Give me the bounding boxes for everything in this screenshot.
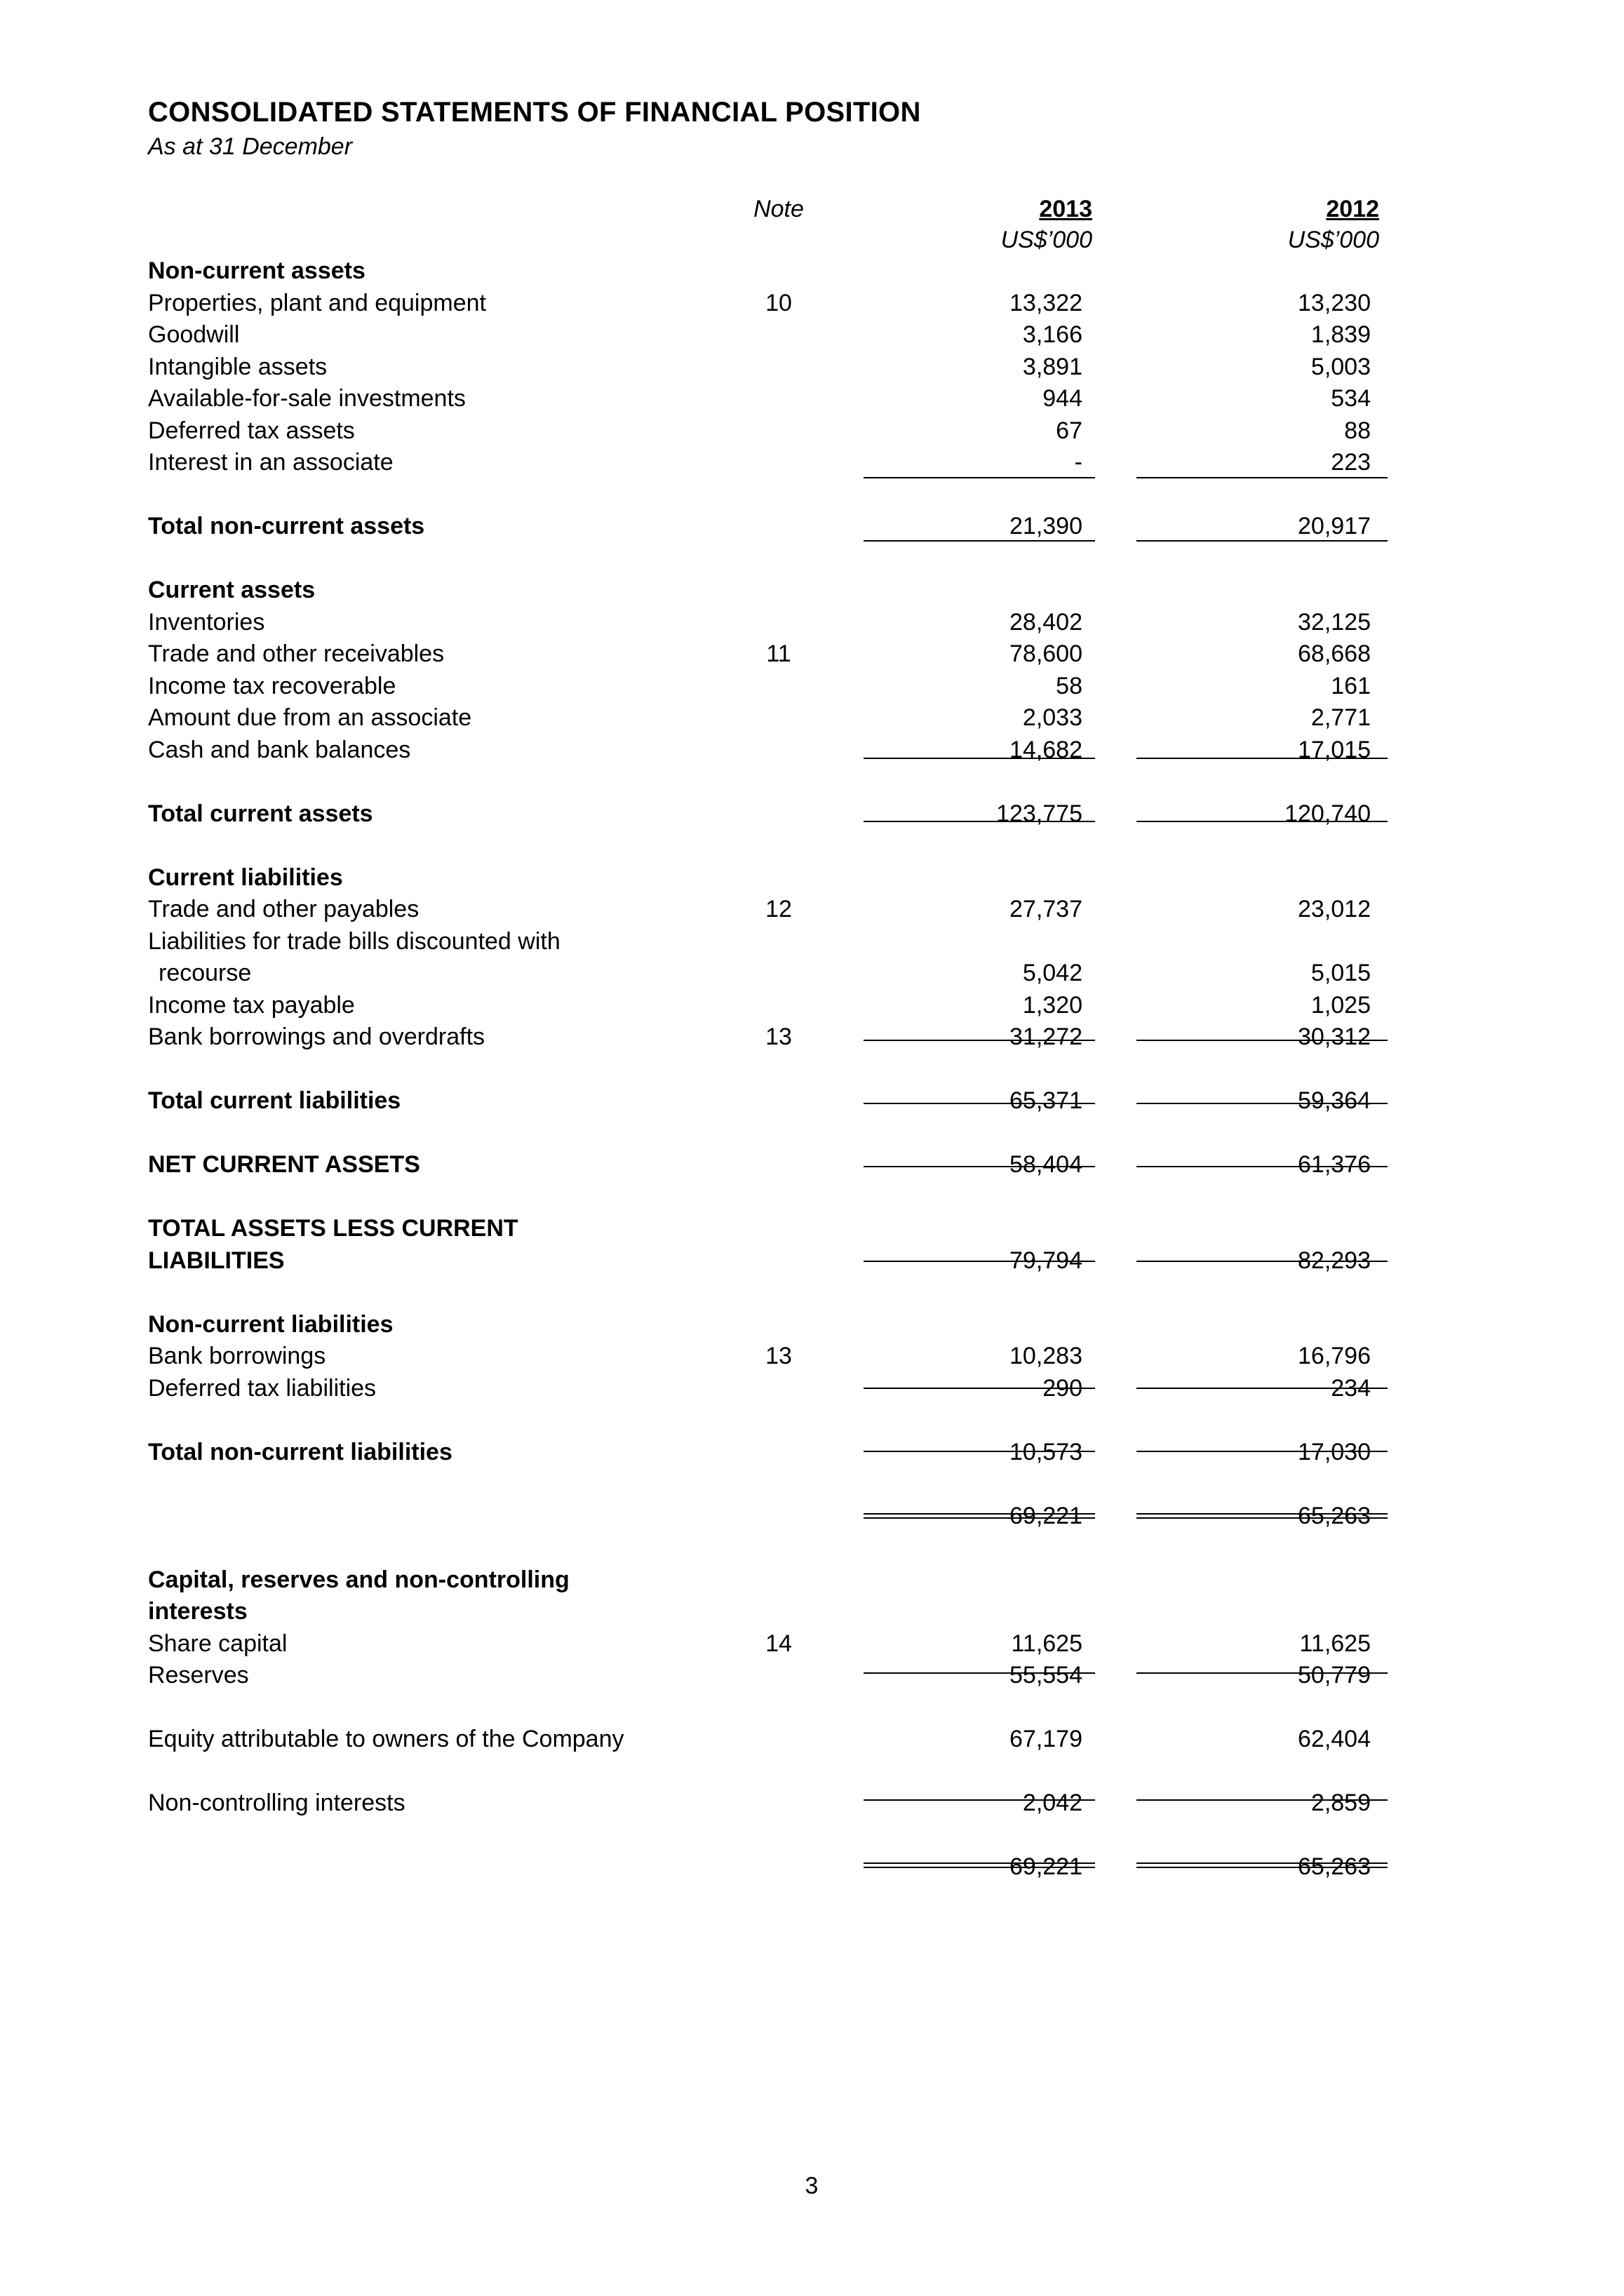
- statement-row: [0, 1628, 1624, 1660]
- statement-row: [0, 288, 1624, 320]
- rule-line: [864, 1103, 1095, 1104]
- double-rule-line: [864, 1513, 1095, 1519]
- value-2013: 10,573: [1009, 1438, 1082, 1465]
- row-label: Available-for-sale investments: [148, 385, 466, 412]
- value-2013: 3,166: [1022, 321, 1082, 348]
- row-label: Deferred tax assets: [148, 417, 355, 444]
- value-2013: 14,682: [1009, 736, 1082, 763]
- row-label: Inventories: [148, 608, 265, 636]
- row-label: Trade and other receivables: [148, 640, 445, 667]
- statement-row: [0, 990, 1624, 1022]
- statement-row-spacer: [0, 1117, 1624, 1150]
- row-note: 12: [765, 896, 792, 922]
- value-2013: 1,320: [1022, 991, 1082, 1019]
- statement-row-spacer: [0, 1277, 1624, 1309]
- rule-line: [864, 1451, 1095, 1452]
- statement-row: [0, 415, 1624, 448]
- rule-line: [864, 1799, 1095, 1801]
- value-2013: 79,794: [1009, 1247, 1082, 1274]
- value-2012: 30,312: [1298, 1023, 1371, 1050]
- value-2013: 31,272: [1009, 1023, 1082, 1050]
- statement-row: [0, 638, 1624, 671]
- row-label: Bank borrowings and overdrafts: [148, 1023, 485, 1050]
- value-2013: -: [1074, 449, 1082, 476]
- statement-row-spacer: [0, 1532, 1624, 1564]
- row-label: Total non-current assets: [148, 513, 425, 539]
- statement-row-spacer: [0, 543, 1624, 575]
- value-2013: 2,033: [1022, 704, 1082, 731]
- row-label: Capital, reserves and non-controlling: [148, 1566, 570, 1593]
- row-label: Interest in an associate: [148, 449, 394, 476]
- value-2012: 65,263: [1298, 1853, 1371, 1880]
- value-2013: 67,179: [1009, 1726, 1082, 1752]
- value-2012: 223: [1331, 449, 1371, 476]
- value-2013: 290: [1042, 1374, 1082, 1402]
- rule-line: [864, 1388, 1095, 1389]
- value-2013: 123,775: [996, 800, 1082, 827]
- rule-line: [864, 1672, 1095, 1674]
- value-2012: 120,740: [1284, 800, 1371, 827]
- value-2012: 234: [1331, 1374, 1371, 1402]
- statement-row: [0, 1309, 1624, 1341]
- page-number: 3: [805, 2173, 819, 2199]
- statement-row: [0, 1596, 1624, 1628]
- double-rule-line: [1136, 1862, 1388, 1868]
- value-2012: 50,779: [1298, 1662, 1371, 1689]
- note-column-header: Note: [753, 196, 804, 222]
- rule-line: [1136, 1261, 1388, 1262]
- row-label: recourse: [159, 960, 252, 986]
- value-2012: 5,015: [1310, 960, 1371, 986]
- value-2012: 32,125: [1298, 608, 1371, 636]
- row-label: Equity attributable to owners of the Company: [148, 1726, 624, 1752]
- row-label: Deferred tax liabilities: [148, 1374, 377, 1402]
- statement-row: [0, 1341, 1624, 1373]
- statement-row: [0, 1149, 1624, 1181]
- rule-line: [1136, 821, 1388, 822]
- value-2012: 61,376: [1298, 1151, 1371, 1178]
- statement-subtitle: As at 31 December: [148, 133, 353, 160]
- rule-line: [1136, 1166, 1388, 1167]
- statement-row: [0, 894, 1624, 926]
- row-label: Trade and other payables: [148, 896, 420, 922]
- row-note: 11: [766, 640, 791, 667]
- statement-row: [0, 1213, 1624, 1245]
- value-2013: 21,390: [1009, 513, 1082, 539]
- statement-row: [0, 862, 1624, 894]
- value-2013: 2,042: [1022, 1790, 1082, 1816]
- value-2013: 5,042: [1022, 960, 1082, 986]
- value-2012: 17,030: [1298, 1438, 1371, 1465]
- statement-row: [0, 255, 1624, 288]
- statement-row-spacer: [0, 1181, 1624, 1214]
- value-2012: 16,796: [1298, 1343, 1371, 1369]
- rule-line: [1136, 477, 1388, 478]
- rule-line: [864, 1166, 1095, 1167]
- statement-row: [0, 702, 1624, 734]
- year-2013-header: 2013: [1039, 196, 1092, 222]
- row-label: Total non-current liabilities: [148, 1438, 452, 1465]
- value-2013: 27,737: [1009, 896, 1082, 922]
- value-2012: 11,625: [1299, 1630, 1371, 1657]
- rule-line: [864, 1040, 1095, 1041]
- statement-row: [0, 1660, 1624, 1692]
- row-label: Properties, plant and equipment: [148, 289, 486, 316]
- row-label: Total current liabilities: [148, 1087, 401, 1114]
- value-2013: 10,283: [1009, 1343, 1082, 1369]
- statement-row: [0, 1021, 1624, 1054]
- statement-row: [0, 319, 1624, 351]
- value-2012: 2,771: [1310, 704, 1371, 731]
- statement-row: [0, 1564, 1624, 1597]
- value-2013: 28,402: [1009, 608, 1082, 636]
- rule-line: [1136, 540, 1388, 542]
- rule-line: [864, 758, 1095, 759]
- statement-row: [0, 1437, 1624, 1469]
- statement-row: [0, 1724, 1624, 1756]
- rule-line: [1136, 1799, 1388, 1801]
- row-label: Bank borrowings: [148, 1343, 326, 1369]
- value-2013: 58,404: [1009, 1151, 1082, 1178]
- rule-line: [864, 477, 1095, 478]
- statement-row: [0, 575, 1624, 607]
- row-label: LIABILITIES: [148, 1247, 285, 1274]
- rule-line: [1136, 1451, 1388, 1452]
- rule-line: [1136, 1040, 1388, 1041]
- value-2012: 65,263: [1298, 1502, 1371, 1529]
- row-label: Total current assets: [148, 800, 373, 827]
- statement-row: [0, 734, 1624, 767]
- statement-row: [0, 926, 1624, 958]
- statement-row-spacer: [0, 1468, 1624, 1501]
- statement-title: CONSOLIDATED STATEMENTS OF FINANCIAL POSITION: [148, 97, 921, 128]
- value-2012: 82,293: [1298, 1247, 1371, 1274]
- statement-row: [0, 671, 1624, 703]
- rule-line: [864, 1261, 1095, 1262]
- year-2012-header: 2012: [1326, 196, 1379, 222]
- rule-line: [864, 821, 1095, 822]
- statement-row: [0, 1085, 1624, 1117]
- statement-row: [0, 383, 1624, 415]
- row-label: Goodwill: [148, 321, 240, 348]
- value-2013: 65,371: [1009, 1087, 1082, 1114]
- value-2012: 88: [1344, 417, 1371, 444]
- value-2012: 2,859: [1310, 1790, 1371, 1816]
- row-label: Income tax recoverable: [148, 672, 396, 699]
- statement-row-spacer: [0, 1756, 1624, 1788]
- value-2012: 13,230: [1298, 289, 1371, 316]
- value-2013: 55,554: [1009, 1662, 1082, 1689]
- row-label: Non-current liabilities: [148, 1310, 394, 1338]
- value-2012: 17,015: [1298, 736, 1371, 763]
- value-2012: 1,025: [1310, 991, 1371, 1019]
- statement-row: [0, 511, 1624, 543]
- row-label: Cash and bank balances: [148, 736, 411, 763]
- value-2013: 78,600: [1009, 640, 1082, 667]
- row-label: NET CURRENT ASSETS: [148, 1151, 420, 1178]
- row-label: Current liabilities: [148, 864, 343, 891]
- currency-2012-header: US$’000: [1287, 227, 1379, 253]
- row-label: interests: [148, 1598, 248, 1625]
- statement-row: [0, 447, 1624, 479]
- rule-line: [864, 540, 1095, 542]
- statement-row-spacer: [0, 1692, 1624, 1724]
- rule-line: [1136, 758, 1388, 759]
- rule-line: [1136, 1388, 1388, 1389]
- row-note: 13: [765, 1343, 792, 1369]
- row-label: Liabilities for trade bills discounted with: [148, 927, 561, 955]
- value-2012: 68,668: [1298, 640, 1371, 667]
- value-2012: 161: [1331, 672, 1371, 699]
- statement-row-spacer: [0, 1820, 1624, 1852]
- row-note: 10: [765, 289, 792, 316]
- value-2012: 1,839: [1310, 321, 1371, 348]
- row-label: Share capital: [148, 1630, 288, 1657]
- statement-rows: [0, 255, 1624, 1884]
- row-label: TOTAL ASSETS LESS CURRENT: [148, 1215, 518, 1242]
- currency-2013-header: US$’000: [1000, 227, 1092, 253]
- value-2012: 62,404: [1298, 1726, 1371, 1752]
- value-2013: 11,625: [1011, 1630, 1082, 1657]
- row-label: Reserves: [148, 1662, 249, 1689]
- statement-row-spacer: [0, 1404, 1624, 1437]
- rule-line: [1136, 1672, 1388, 1674]
- statement-row-spacer: [0, 1054, 1624, 1086]
- value-2013: 944: [1042, 385, 1082, 412]
- statement-row-spacer: [0, 766, 1624, 798]
- statement-row-spacer: [0, 830, 1624, 862]
- statement-row: [0, 351, 1624, 384]
- double-rule-line: [1136, 1513, 1388, 1519]
- row-note: 13: [765, 1023, 792, 1050]
- value-2012: 20,917: [1298, 513, 1371, 539]
- row-label: Non-current assets: [148, 257, 365, 284]
- value-2013: 69,221: [1009, 1853, 1082, 1880]
- value-2012: 5,003: [1310, 353, 1371, 380]
- row-label: Amount due from an associate: [148, 704, 472, 731]
- statement-row: [0, 1787, 1624, 1820]
- value-2013: 58: [1056, 672, 1082, 699]
- statement-row: [0, 958, 1624, 990]
- double-rule-line: [864, 1862, 1095, 1868]
- value-2013: 67: [1056, 417, 1082, 444]
- value-2013: 3,891: [1022, 353, 1082, 380]
- row-label: Intangible assets: [148, 353, 328, 380]
- statement-row: [0, 798, 1624, 831]
- rule-line: [1136, 1103, 1388, 1104]
- statement-row-spacer: [0, 479, 1624, 511]
- row-label: Income tax payable: [148, 991, 355, 1019]
- row-label: Non-controlling interests: [148, 1790, 405, 1816]
- value-2012: 59,364: [1298, 1087, 1371, 1114]
- row-note: 14: [765, 1630, 792, 1657]
- value-2013: 13,322: [1009, 289, 1082, 316]
- statement-row: [0, 607, 1624, 639]
- value-2013: 69,221: [1009, 1502, 1082, 1529]
- value-2012: 23,012: [1298, 896, 1371, 922]
- value-2012: 534: [1331, 385, 1371, 412]
- row-label: Current assets: [148, 577, 316, 603]
